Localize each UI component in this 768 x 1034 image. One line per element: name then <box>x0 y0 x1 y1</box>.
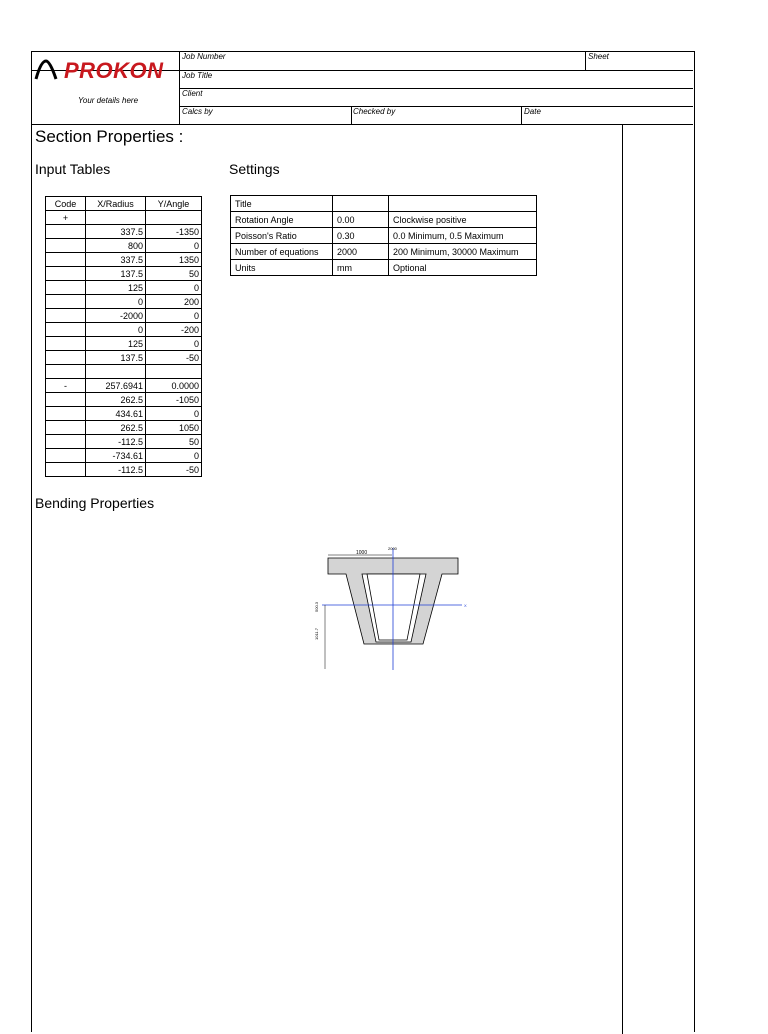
table-row <box>46 463 202 477</box>
y-angle-cell: -50 <box>146 351 202 365</box>
code-cell <box>46 435 86 449</box>
table-row <box>46 253 202 267</box>
table-row <box>46 365 202 379</box>
dim-top-right-label: 2000 <box>388 546 397 551</box>
header-divider-logo <box>179 51 180 124</box>
setting-value-cell: mm <box>333 260 389 276</box>
sheet-label: Sheet <box>588 52 609 61</box>
table-row <box>46 379 202 393</box>
column-header-y-angle: Y/Angle <box>146 197 202 211</box>
y-angle-cell: -1350 <box>146 225 202 239</box>
x-radius-cell: -2000 <box>86 309 146 323</box>
x-radius-cell: -112.5 <box>86 435 146 449</box>
setting-name-cell: Title <box>231 196 333 212</box>
y-angle-cell: 0 <box>146 337 202 351</box>
job-title-label: Job Title <box>182 71 213 80</box>
y-angle-cell <box>146 211 202 225</box>
table-row <box>46 421 202 435</box>
job-number-label: Job Number <box>182 52 226 61</box>
y-angle-cell: 1050 <box>146 421 202 435</box>
x-radius-cell: 137.5 <box>86 351 146 365</box>
your-details-text: Your details here <box>78 96 139 105</box>
section-drawing <box>310 544 480 674</box>
x-radius-cell: 125 <box>86 281 146 295</box>
code-cell <box>46 239 86 253</box>
input-table-header-row <box>46 197 202 211</box>
settings-row <box>231 196 537 212</box>
code-cell <box>46 295 86 309</box>
x-radius-cell: -734.61 <box>86 449 146 463</box>
y-angle-cell: 0 <box>146 449 202 463</box>
header-divider-sheet <box>585 51 586 70</box>
table-row <box>46 337 202 351</box>
code-cell <box>46 253 86 267</box>
settings-row <box>231 228 537 244</box>
x-radius-cell: -112.5 <box>86 463 146 477</box>
code-cell <box>46 281 86 295</box>
setting-name-cell: Number of equations <box>231 244 333 260</box>
dim-top-left-label: 1000 <box>356 550 368 556</box>
settings-heading: Settings <box>229 161 280 177</box>
x-radius-cell: 262.5 <box>86 393 146 407</box>
settings-row <box>231 244 537 260</box>
input-table <box>45 196 202 477</box>
table-row <box>46 323 202 337</box>
settings-row <box>231 212 537 228</box>
logo-text: PROKON <box>64 58 164 83</box>
setting-name-cell: Rotation Angle <box>231 212 333 228</box>
table-row <box>46 211 202 225</box>
y-angle-cell: 0 <box>146 281 202 295</box>
x-radius-cell: 0 <box>86 323 146 337</box>
table-row <box>46 393 202 407</box>
code-cell <box>46 309 86 323</box>
x-radius-cell: 257.6941 <box>86 379 146 393</box>
header-rule-4 <box>31 124 693 125</box>
code-cell <box>46 421 86 435</box>
setting-value-cell: 0.30 <box>333 228 389 244</box>
x-radius-cell: 337.5 <box>86 253 146 267</box>
table-row <box>46 239 202 253</box>
y-angle-cell: 0.0000 <box>146 379 202 393</box>
table-row <box>46 281 202 295</box>
y-angle-cell: -50 <box>146 463 202 477</box>
code-cell <box>46 463 86 477</box>
setting-value-cell <box>333 196 389 212</box>
x-radius-cell: 337.5 <box>86 225 146 239</box>
prokon-arc-icon <box>34 59 60 81</box>
header-divider-checked <box>351 106 352 124</box>
input-tables-heading: Input Tables <box>35 161 111 177</box>
code-cell <box>46 337 86 351</box>
code-cell <box>46 393 86 407</box>
x-radius-cell: 0 <box>86 295 146 309</box>
table-row <box>46 225 202 239</box>
x-radius-cell: 262.5 <box>86 421 146 435</box>
y-angle-cell: 50 <box>146 267 202 281</box>
y-angle-cell: 1350 <box>146 253 202 267</box>
setting-note-cell: Optional <box>389 260 537 276</box>
column-header-code: Code <box>46 197 86 211</box>
x-radius-cell: 434.61 <box>86 407 146 421</box>
x-radius-cell: 125 <box>86 337 146 351</box>
setting-name-cell: Poisson's Ratio <box>231 228 333 244</box>
code-cell <box>46 449 86 463</box>
table-row <box>46 295 202 309</box>
setting-note-cell: Clockwise positive <box>389 212 537 228</box>
table-row <box>46 309 202 323</box>
table-row <box>46 449 202 463</box>
table-row <box>46 267 202 281</box>
y-angle-cell: -1050 <box>146 393 202 407</box>
header-divider-date <box>521 106 522 124</box>
settings-row <box>231 260 537 276</box>
setting-note-cell <box>389 196 537 212</box>
y-angle-cell: 200 <box>146 295 202 309</box>
x-radius-cell <box>86 211 146 225</box>
client-label: Client <box>182 89 203 98</box>
code-cell <box>46 365 86 379</box>
y-angle-cell: 0 <box>146 309 202 323</box>
code-cell <box>46 267 86 281</box>
code-cell <box>46 323 86 337</box>
calcs-by-label: Calcs by <box>182 107 213 116</box>
setting-note-cell: 200 Minimum, 30000 Maximum <box>389 244 537 260</box>
setting-value-cell: 2000 <box>333 244 389 260</box>
y-angle-cell: 0 <box>146 239 202 253</box>
code-cell <box>46 351 86 365</box>
column-header-x-radius: X/Radius <box>86 197 146 211</box>
date-label: Date <box>524 107 541 116</box>
code-cell <box>46 225 86 239</box>
setting-name-cell: Units <box>231 260 333 276</box>
code-cell: + <box>46 211 86 225</box>
setting-value-cell: 0.00 <box>333 212 389 228</box>
y-angle-cell <box>146 365 202 379</box>
x-radius-cell <box>86 365 146 379</box>
right-margin-line <box>622 124 623 1034</box>
y-angle-cell: -200 <box>146 323 202 337</box>
settings-table <box>230 195 537 276</box>
x-radius-cell: 137.5 <box>86 267 146 281</box>
header-rule-2 <box>179 88 693 89</box>
checked-by-label: Checked by <box>353 107 396 116</box>
table-row <box>46 351 202 365</box>
bending-heading: Bending Properties <box>35 495 155 511</box>
setting-note-cell: 0.0 Minimum, 0.5 Maximum <box>389 228 537 244</box>
dim-side-upper-label: 500.3 <box>314 601 319 612</box>
code-cell <box>46 407 86 421</box>
axis-x-label: X <box>464 603 467 608</box>
table-row <box>46 435 202 449</box>
page-title: Section Properties : <box>35 127 184 146</box>
code-cell: - <box>46 379 86 393</box>
x-radius-cell: 800 <box>86 239 146 253</box>
dim-side-lower-label: 1011.7 <box>314 628 319 640</box>
header-rule-3 <box>179 106 693 107</box>
y-angle-cell: 50 <box>146 435 202 449</box>
table-row <box>46 407 202 421</box>
y-angle-cell: 0 <box>146 407 202 421</box>
